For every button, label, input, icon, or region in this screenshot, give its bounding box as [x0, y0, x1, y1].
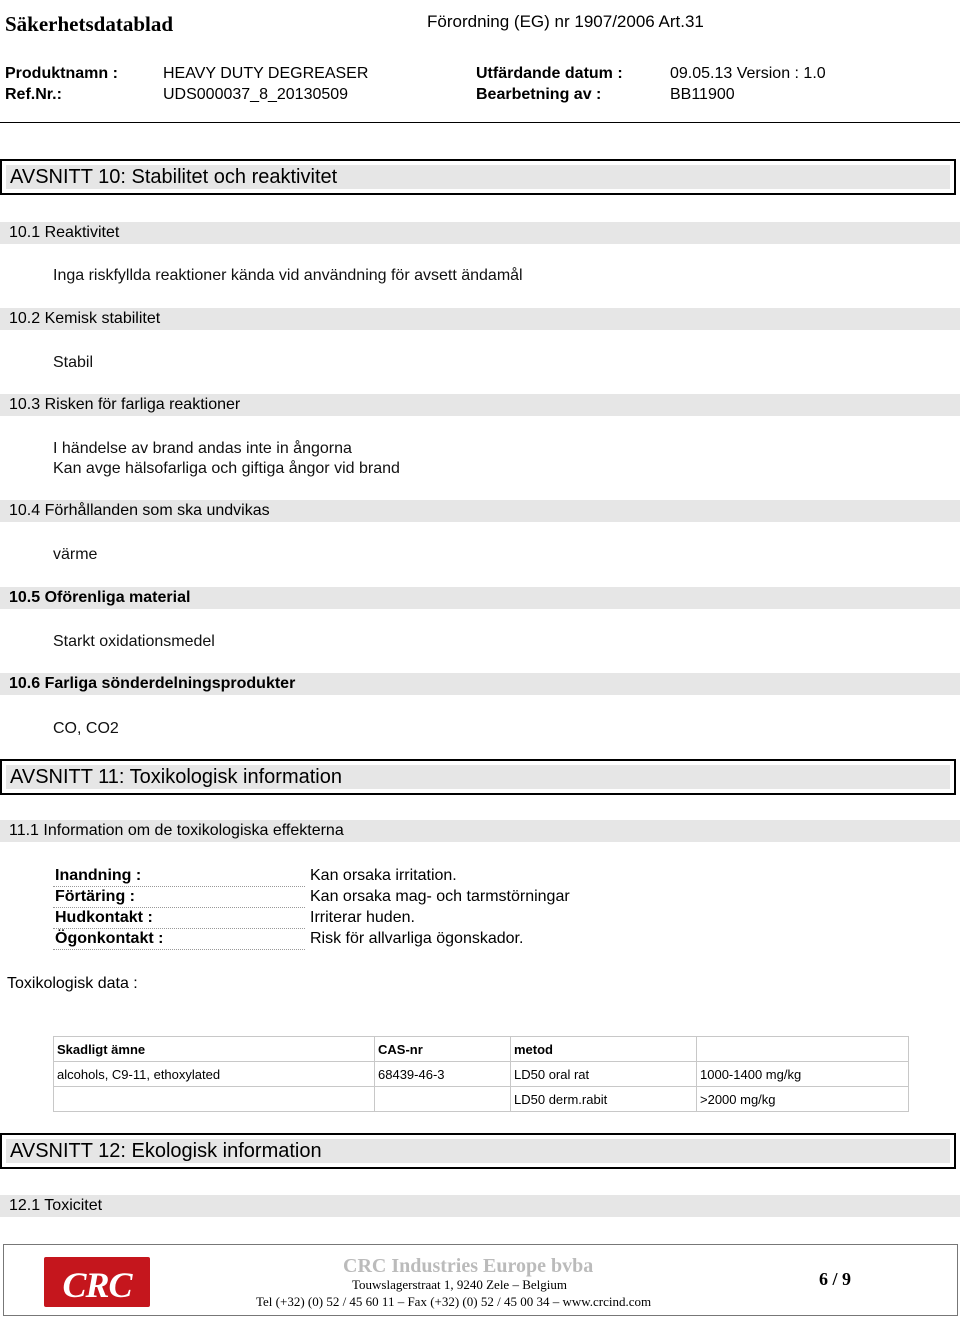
effect-row — [53, 929, 570, 950]
toxicological-effects — [53, 866, 570, 950]
subsection-10-2 — [0, 308, 960, 330]
effect-row — [53, 866, 570, 887]
column-header — [697, 1037, 909, 1062]
incompatible-materials-text: Starkt oxidationsmedel — [53, 633, 215, 650]
subsection-10-1 — [0, 222, 960, 244]
page-number: 6 / 9 — [819, 1269, 852, 1289]
table-cell: LD50 oral rat — [511, 1062, 697, 1087]
table-cell: alcohols, C9-11, ethoxylated — [54, 1062, 375, 1087]
issue-date-label: Utfärdande datum : — [476, 65, 623, 82]
section-11-title: AVSNITT 11: Toxikologisk information — [10, 766, 342, 788]
stability-text: Stabil — [53, 354, 94, 371]
subsection-10-6 — [0, 673, 960, 695]
company-name: CRC Industries Europe bvba — [343, 1255, 594, 1277]
effect-label: Förtäring : — [53, 887, 305, 908]
section-10-banner — [0, 159, 956, 195]
subsection-11-1-title: 11.1 Information om de toxikologiska effekterna — [9, 822, 344, 839]
effect-value: Irriterar huden. — [310, 909, 415, 926]
table-cell: LD50 derm.rabit — [511, 1087, 697, 1112]
subsection-10-1-title: 10.1 Reaktivitet — [9, 224, 120, 241]
subsection-10-3 — [0, 394, 960, 416]
column-header: metod — [511, 1037, 697, 1062]
effect-value: Risk för allvarliga ögonskador. — [310, 930, 524, 947]
effect-value: Kan orsaka mag- och tarmstörningar — [310, 888, 570, 905]
subsection-11-1 — [0, 820, 960, 842]
document-title: Säkerhetsdatablad — [5, 12, 174, 36]
column-header: CAS-nr — [375, 1037, 511, 1062]
table-cell — [54, 1087, 375, 1112]
table-row — [54, 1062, 909, 1087]
table-header-row — [54, 1037, 909, 1062]
column-header: Skadligt ämne — [54, 1037, 375, 1062]
effect-value: Kan orsaka irritation. — [310, 867, 457, 884]
effect-label: Ögonkontakt : — [53, 929, 305, 950]
hazardous-reactions-text-2: Kan avge hälsofarliga och giftiga ångor vid brand — [53, 460, 400, 477]
processing-value: BB11900 — [670, 86, 735, 103]
company-address: Touwslagerstraat 1, 9240 Zele – Belgium — [352, 1277, 567, 1292]
section-12-title: AVSNITT 12: Ekologisk information — [10, 1140, 322, 1162]
table-row — [54, 1087, 909, 1112]
table-cell: >2000 mg/kg — [697, 1087, 909, 1112]
issue-date-value: 09.05.13 Version : 1.0 — [670, 65, 826, 82]
subsection-10-4 — [0, 500, 960, 522]
hazardous-reactions-text-1: I händelse av brand andas inte in ångorna — [53, 440, 352, 457]
reactivity-text: Inga riskfyllda reaktioner kända vid användning för avsett ändamål — [53, 267, 523, 284]
section-10-title: AVSNITT 10: Stabilitet och reaktivitet — [10, 166, 338, 188]
table-cell: 1000-1400 mg/kg — [697, 1062, 909, 1087]
subsection-10-5-title: 10.5 Oförenliga material — [9, 589, 191, 606]
decomposition-products-text: CO, CO2 — [53, 720, 119, 737]
header-divider — [0, 122, 960, 123]
ref-number-label: Ref.Nr.: — [5, 86, 62, 103]
subsection-10-3-title: 10.3 Risken för farliga reaktioner — [9, 396, 241, 413]
section-11-banner — [0, 759, 956, 795]
page-footer — [3, 1244, 958, 1316]
regulation-reference: Förordning (EG) nr 1907/2006 Art.31 — [427, 12, 704, 31]
subsection-10-4-title: 10.4 Förhållanden som ska undvikas — [9, 502, 270, 519]
subsection-12-1-title: 12.1 Toxicitet — [9, 1197, 103, 1214]
company-contact: Tel (+32) (0) 52 / 45 60 11 – Fax (+32) (0) 52 / 45 00 34 – www.crcind.com — [256, 1294, 652, 1309]
table-cell: 68439-46-3 — [375, 1062, 511, 1087]
effect-row — [53, 887, 570, 908]
effect-label: Inandning : — [53, 866, 305, 887]
ref-number-value: UDS000037_8_20130509 — [163, 86, 349, 103]
section-12-banner — [0, 1133, 956, 1169]
subsection-12-1 — [0, 1195, 960, 1217]
product-name-value: HEAVY DUTY DEGREASER — [163, 65, 369, 82]
crc-logo: CRC — [44, 1257, 150, 1307]
subsection-10-5 — [0, 587, 960, 609]
toxicology-table — [53, 1036, 909, 1112]
product-name-label: Produktnamn : — [5, 65, 118, 82]
processing-label: Bearbetning av : — [476, 86, 602, 103]
table-cell — [375, 1087, 511, 1112]
subsection-10-2-title: 10.2 Kemisk stabilitet — [9, 310, 161, 327]
effect-label: Hudkontakt : — [53, 908, 305, 929]
subsection-10-6-title: 10.6 Farliga sönderdelningsprodukter — [9, 675, 296, 692]
conditions-avoid-text: värme — [53, 546, 98, 563]
tox-data-label: Toxikologisk data : — [7, 975, 138, 992]
effect-row — [53, 908, 570, 929]
